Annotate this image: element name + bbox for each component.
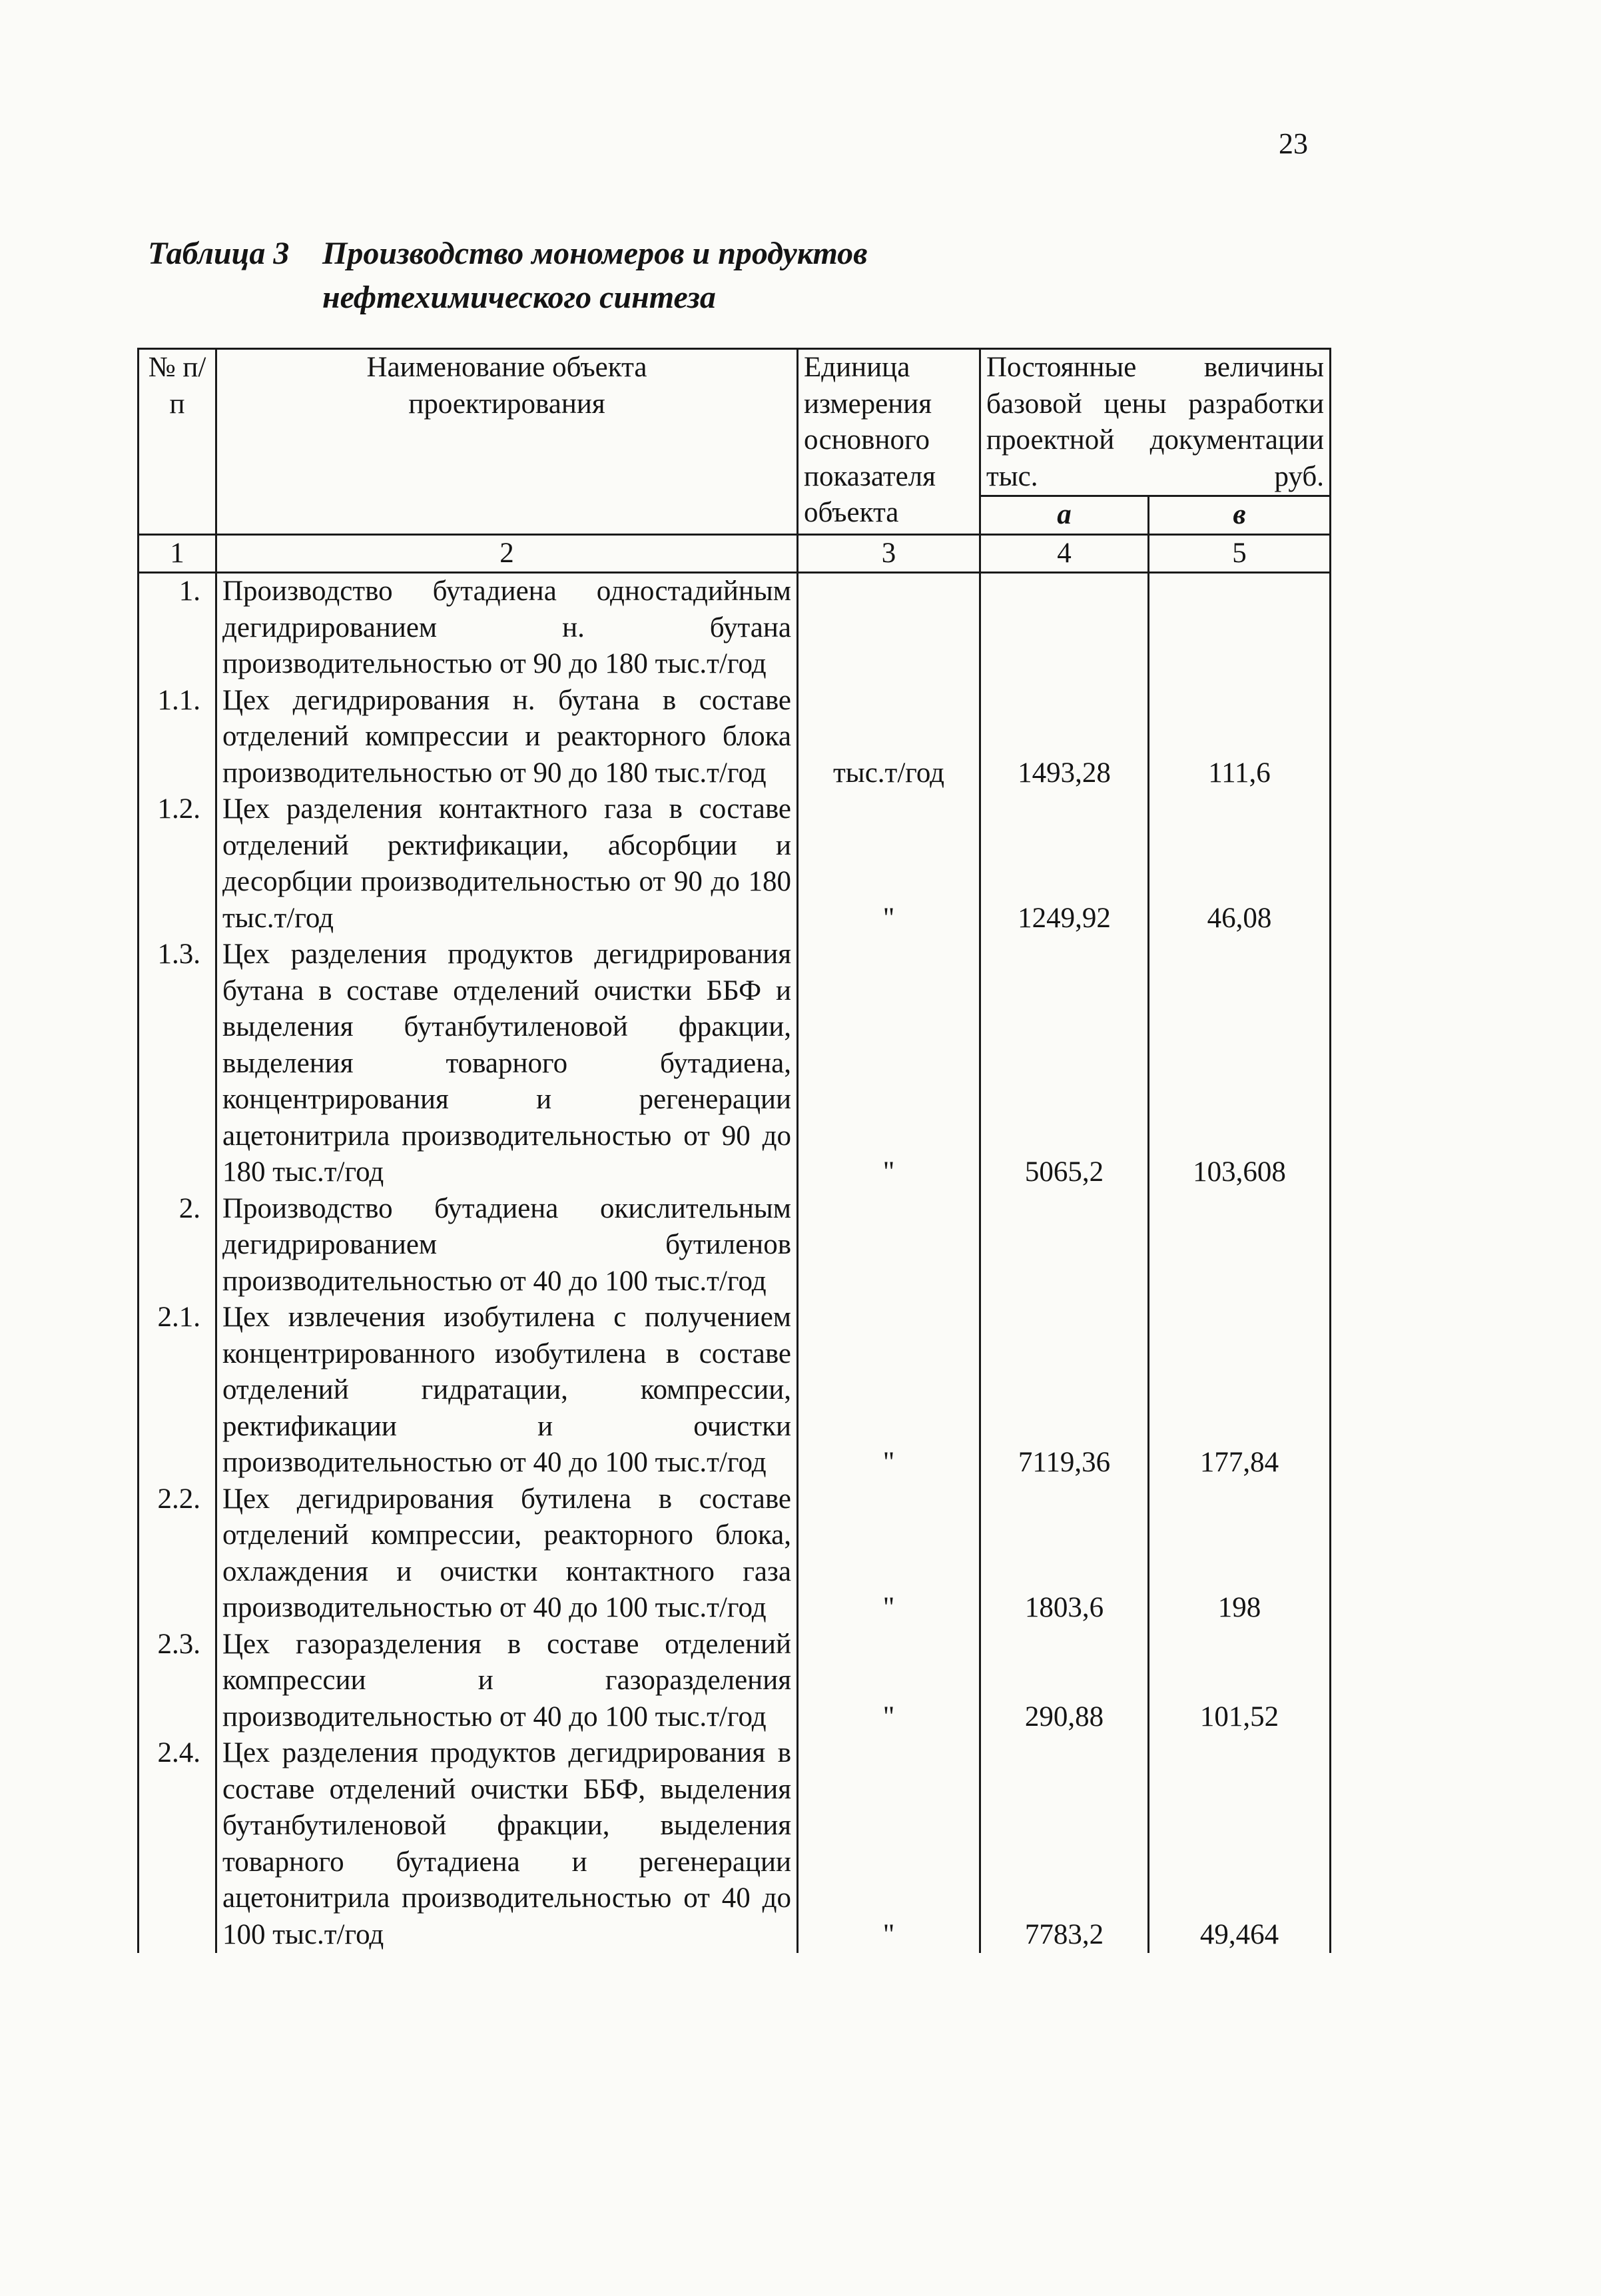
row-number: 1.3. [139, 937, 216, 1191]
row-value-b: 103,608 [1149, 937, 1331, 1191]
column-number-5: 5 [1149, 534, 1331, 573]
row-value-a: 7783,2 [980, 1735, 1149, 1953]
row-object-name: Производство бутадиена окислительным дегидрированием бутиленов производительностью от 40 до 100 тыс.т/год [216, 1191, 798, 1300]
header-unit: Единица измерения основного показателя объекта [798, 349, 980, 535]
row-value-b [1149, 1191, 1331, 1300]
row-object-name: Цех дегидрирования бутилена в составе отделений компрессии, реакторного блока, охлаждения и очистки контактного газа производительностью от 40 до 100 тыс.т/год [216, 1481, 798, 1627]
row-object-name: Цех разделения продуктов дегидрирования в составе отделений очистки ББФ, выделения бутанбутиленовой фракции, выделения товарного бутадиена и регенерации ацетонитрила производительностью от 40 до 100 тыс.т/год [216, 1735, 798, 1953]
row-value-b: 111,6 [1149, 683, 1331, 792]
header-number: № п/п [139, 349, 216, 535]
row-value-a: 7119,36 [980, 1300, 1149, 1481]
row-number: 1.2. [139, 791, 216, 937]
table-row [139, 1627, 1331, 1736]
row-number: 2. [139, 1191, 216, 1300]
row-unit: " [798, 1627, 980, 1736]
column-numbers-row [139, 534, 1331, 573]
column-number-1: 1 [139, 534, 216, 573]
row-object-name: Цех разделения контактного газа в составе отделений ректификации, абсорбции и десорбции производительностью от 90 до 180 тыс.т/год [216, 791, 798, 937]
header-sub-a: а [980, 496, 1149, 535]
row-unit: " [798, 1481, 980, 1627]
row-value-a: 290,88 [980, 1627, 1149, 1736]
header-base-price: Постоянные величины базовой цены разработки проектной документации тыс. руб. [980, 349, 1331, 496]
table-title [322, 232, 868, 320]
row-value-b: 49,464 [1149, 1735, 1331, 1953]
table-label: Таблица 3 [148, 236, 290, 271]
table-row [139, 683, 1331, 792]
row-value-a [980, 573, 1149, 683]
row-unit [798, 573, 980, 683]
table-title-line-2: нефтехимического синтеза [322, 280, 716, 315]
row-value-a [980, 1191, 1149, 1300]
column-number-4: 4 [980, 534, 1149, 573]
row-value-a: 1249,92 [980, 791, 1149, 937]
row-object-name: Цех разделения продуктов дегидрирования бутана в составе отделений очистки ББФ и выделения бутанбутиленовой фракции, выделения товарного бутадиена, концентрирования и регенерации ацетонитрила производительностью от 90 до 180 тыс.т/год [216, 937, 798, 1191]
row-value-a: 1803,6 [980, 1481, 1149, 1627]
row-object-name: Цех дегидрирования н. бутана в составе отделений компрессии и реакторного блока производительностью от 90 до 180 тыс.т/год [216, 683, 798, 792]
row-value-b [1149, 573, 1331, 683]
table-row [139, 1481, 1331, 1627]
table-row [139, 1735, 1331, 1953]
data-table [137, 348, 1331, 1953]
column-number-3: 3 [798, 534, 980, 573]
row-unit [798, 1191, 980, 1300]
table-row [139, 1300, 1331, 1481]
row-number: 1. [139, 573, 216, 683]
row-number: 2.1. [139, 1300, 216, 1481]
row-object-name: Производство бутадиена одностадийным дегидрированием н. бутана производительностью от 90 до 180 тыс.т/год [216, 573, 798, 683]
row-value-b: 101,52 [1149, 1627, 1331, 1736]
row-object-name: Цех газоразделения в составе отделений компрессии и газоразделения производительностью от 40 до 100 тыс.т/год [216, 1627, 798, 1736]
row-unit: тыс.т/год [798, 683, 980, 792]
column-number-2: 2 [216, 534, 798, 573]
table-row [139, 573, 1331, 683]
table-row [139, 791, 1331, 937]
row-number: 2.4. [139, 1735, 216, 1953]
row-number: 2.3. [139, 1627, 216, 1736]
table-title-line-1: Производство мономеров и продуктов [322, 236, 868, 271]
row-unit: " [798, 1300, 980, 1481]
row-number: 1.1. [139, 683, 216, 792]
row-object-name: Цех извлечения изобутилена с получением концентрированного изобутилена в составе отделений гидратации, компрессии, ректификации и очистки производительностью от 40 до 100 тыс.т/год [216, 1300, 798, 1481]
header-sub-b: в [1149, 496, 1331, 535]
row-unit: " [798, 937, 980, 1191]
row-value-b: 198 [1149, 1481, 1331, 1627]
header-object-name: Наименование объекта проектирования [216, 349, 798, 535]
row-value-a: 5065,2 [980, 937, 1149, 1191]
row-value-b: 177,84 [1149, 1300, 1331, 1481]
row-unit: " [798, 1735, 980, 1953]
page-number: 23 [1279, 127, 1308, 160]
header-row [139, 349, 1331, 496]
row-value-a: 1493,28 [980, 683, 1149, 792]
table-row [139, 937, 1331, 1191]
table-row [139, 1191, 1331, 1300]
row-value-b: 46,08 [1149, 791, 1331, 937]
row-unit: " [798, 791, 980, 937]
row-number: 2.2. [139, 1481, 216, 1627]
